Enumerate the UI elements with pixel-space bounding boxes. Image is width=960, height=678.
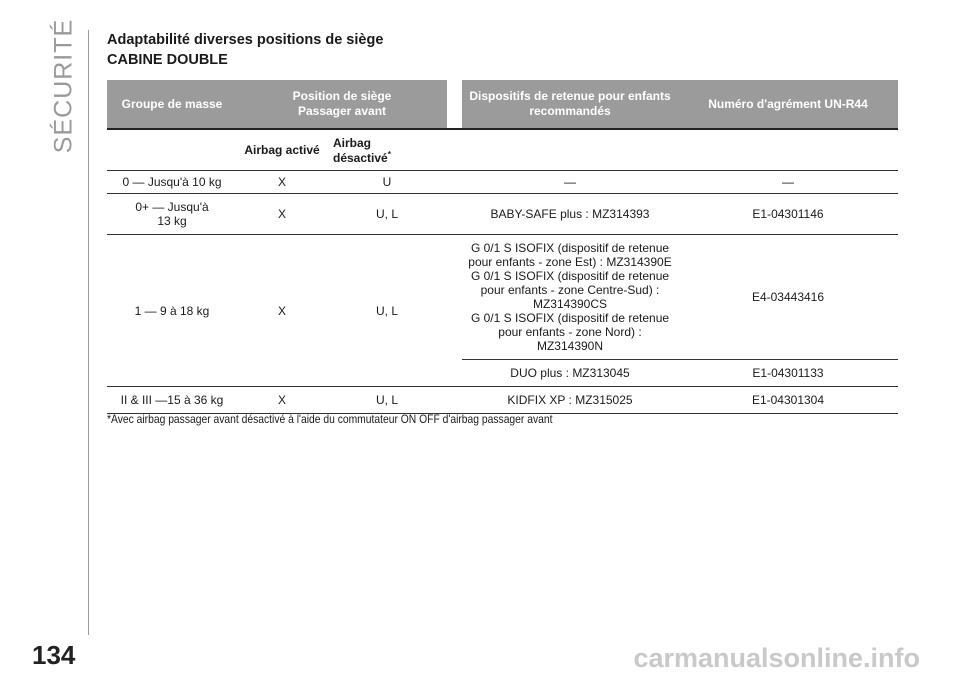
cell-airbag-off: U, L — [327, 194, 447, 235]
subheader-airbag-off-label: Airbag désactivé — [333, 135, 388, 165]
cell-system: — — [462, 171, 678, 194]
header-approval: Numéro d'agrément UN-R44 — [678, 80, 898, 129]
cell-system: KIDFIX XP : MZ315025 — [462, 387, 678, 414]
cell-gap — [447, 235, 462, 360]
table-row — [107, 235, 898, 360]
page-subtitle: CABINE DOUBLE — [107, 52, 228, 68]
cell-approval: E1-04301146 — [678, 194, 898, 235]
page-number: 134 — [32, 640, 76, 670]
cell-airbag-on: X — [237, 387, 327, 414]
cell-group: 1 — 9 à 18 kg — [107, 235, 237, 387]
section-tab-label: SÉCURITÉ — [49, 18, 78, 154]
cell-group: II & III —15 à 36 kg — [107, 387, 237, 414]
cell-gap — [447, 194, 462, 235]
subheader-empty — [447, 129, 462, 171]
table-footnote: *Avec airbag passager avant désactivé à l'aide du commutateur ON OFF d'airbag passager avant — [107, 412, 553, 426]
cell-system: DUO plus : MZ313045 — [462, 360, 678, 387]
header-systems: Dispositifs de retenue pour enfants recommandés — [462, 80, 678, 129]
table-subheader-row — [107, 129, 898, 171]
cell-airbag-off: U, L — [327, 387, 447, 414]
cell-airbag-on: X — [237, 235, 327, 387]
cell-system: G 0/1 S ISOFIX (dispositif de retenue pour enfants - zone Est) : MZ314390E G 0/1 S ISOFIX (dispositif de retenue pour enfants - zone Centre-Sud) : MZ314390CS G 0/1 S ISOFIX (dispositif de retenue pour enfants - zone Nord) : MZ314390N — [462, 235, 678, 360]
cell-airbag-on: X — [237, 194, 327, 235]
subheader-empty — [678, 129, 898, 171]
cell-airbag-on: X — [237, 171, 327, 194]
cell-gap — [447, 360, 462, 387]
page-title: Adaptabilité diverses positions de siège — [107, 32, 384, 48]
cell-system: BABY-SAFE plus : MZ314393 — [462, 194, 678, 235]
table-row — [107, 194, 898, 235]
watermark: carmanualsonline.info — [633, 643, 920, 673]
cell-group: 0+ — Jusqu'à 13 kg — [107, 194, 237, 235]
subheader-empty — [462, 129, 678, 171]
table-row — [107, 387, 898, 414]
cell-group: 0 — Jusqu'à 10 kg — [107, 171, 237, 194]
subheader-airbag-on: Airbag activé — [237, 129, 327, 171]
cell-airbag-off: U, L — [327, 235, 447, 387]
table-header-row — [107, 80, 898, 129]
side-divider — [88, 30, 89, 635]
cell-approval: E4-03443416 — [678, 235, 898, 360]
section-tab — [44, 18, 84, 154]
cell-airbag-off: U — [327, 171, 447, 194]
cell-gap — [447, 171, 462, 194]
header-gap — [447, 80, 462, 129]
cell-gap — [447, 387, 462, 414]
subheader-empty — [107, 129, 237, 171]
cell-approval: — — [678, 171, 898, 194]
header-seat-position: Position de siège Passager avant — [237, 80, 447, 129]
footnote-marker: * — [387, 149, 391, 159]
cell-approval: E1-04301304 — [678, 387, 898, 414]
table-row — [107, 171, 898, 194]
subheader-airbag-off — [327, 129, 447, 171]
cell-approval: E1-04301133 — [678, 360, 898, 387]
header-group: Groupe de masse — [107, 80, 237, 129]
compatibility-table — [107, 80, 898, 414]
